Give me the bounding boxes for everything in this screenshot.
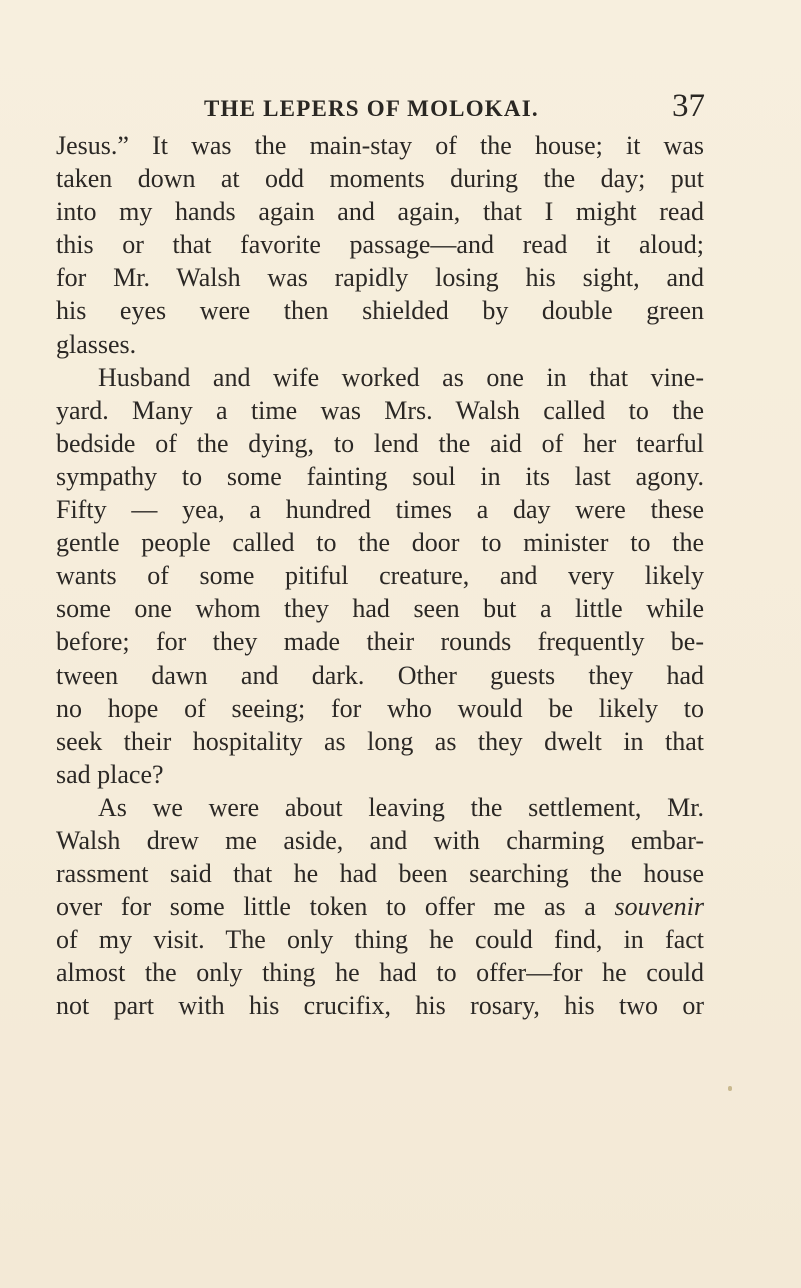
text-line: Husband and wife worked as one in that vine- [98, 362, 704, 392]
text-line: tween dawn and dark. Other guests they had [56, 660, 704, 690]
text-line: almost the only thing he had to offer—for he could [56, 958, 704, 988]
text-line: sympathy to some fainting soul in its last agony. [56, 461, 704, 491]
text-line: taken down at odd moments during the day; put [56, 164, 704, 194]
paper-speck [728, 1086, 732, 1091]
text-line: of my visit. The only thing he could find, in fact [56, 925, 704, 955]
body-text [56, 129, 704, 1023]
text-line: Walsh drew me aside, and with charming embar- [56, 825, 704, 855]
text-line: gentle people called to the door to minister to the [56, 528, 704, 558]
text-line: not part with his crucifix, his rosary, his two or [56, 991, 704, 1021]
text-line: As we were about leaving the settlement, Mr. [98, 792, 704, 822]
text-line: this or that favorite passage—and read it aloud; [56, 230, 704, 260]
text-line: into my hands again and again, that I might read [56, 197, 704, 227]
text-line: some one whom they had seen but a little while [56, 594, 704, 624]
text-line: his eyes were then shielded by double green [56, 296, 704, 326]
text-line: yard. Many a time was Mrs. Walsh called to the [56, 395, 704, 425]
page-header [0, 74, 801, 122]
text-line: Fifty — yea, a hundred times a day were these [56, 495, 704, 525]
text-line: wants of some pitiful creature, and very likely [56, 561, 704, 591]
text-line [56, 890, 704, 923]
text-fragment: over for some little token to offer me as a [56, 892, 596, 922]
text-line: rassment said that he had been searching the house [56, 859, 704, 889]
running-head: THE LEPERS OF MOLOKAI. [204, 96, 539, 121]
text-line: sad place? [56, 759, 164, 789]
italic-word: souvenir [614, 892, 704, 922]
text-line: bedside of the dying, to lend the aid of her tearful [56, 428, 704, 458]
page-number: 37 [672, 88, 705, 124]
text-line: no hope of seeing; for who would be likely to [56, 693, 704, 723]
text-line: before; for they made their rounds frequently be- [56, 627, 704, 657]
text-line: seek their hospitality as long as they dwelt in that [56, 726, 704, 756]
text-line: for Mr. Walsh was rapidly losing his sight, and [56, 263, 704, 293]
text-line: Jesus.” It was the main-stay of the house; it was [56, 131, 704, 160]
text-line: glasses. [56, 329, 137, 359]
